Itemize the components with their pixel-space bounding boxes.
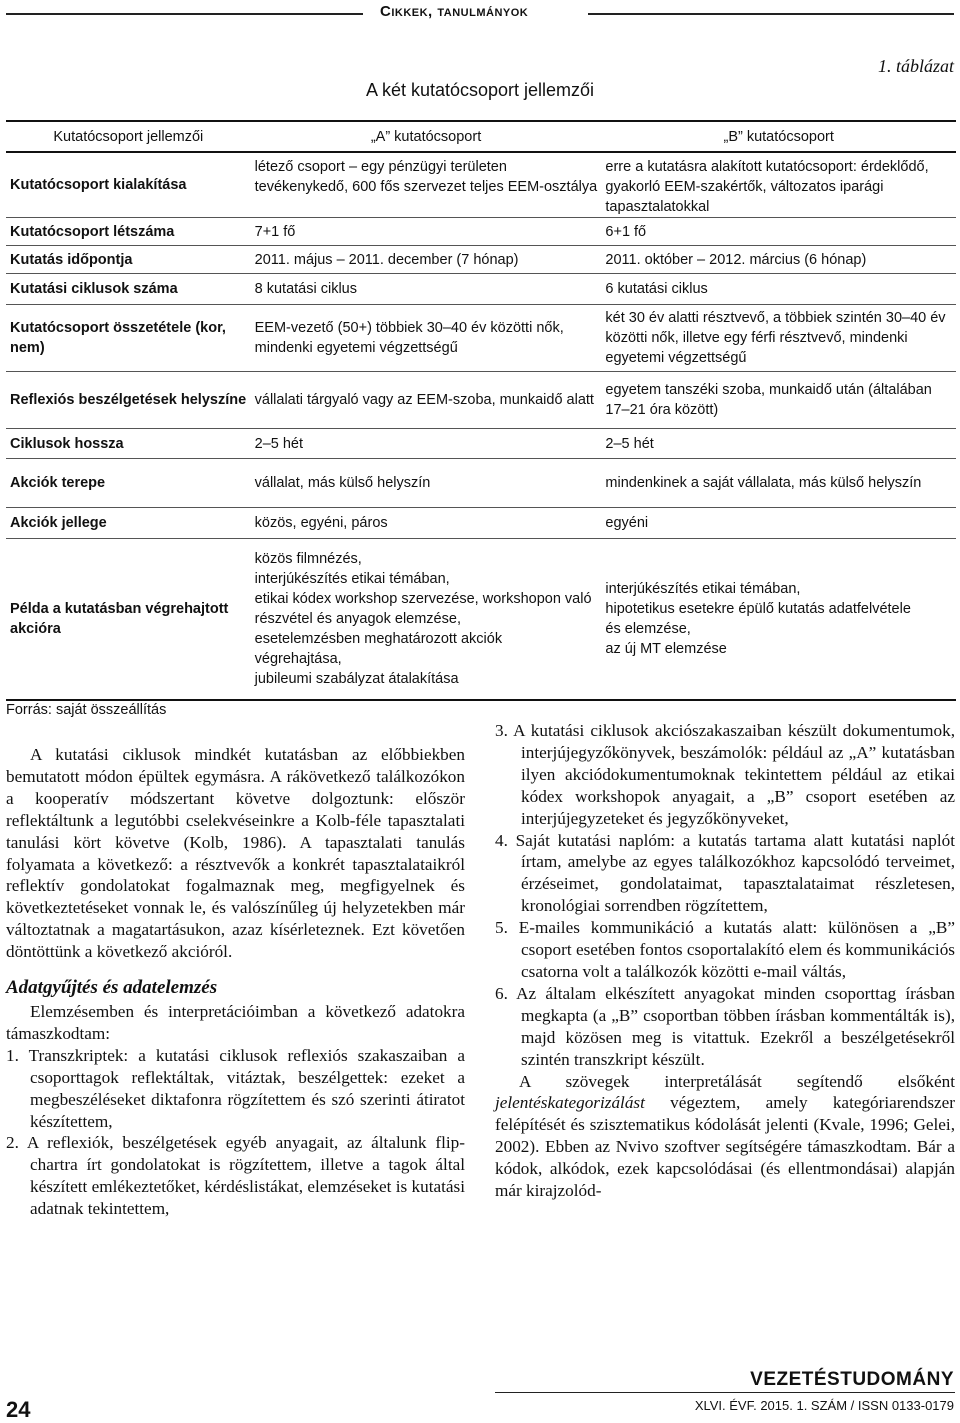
row-label: Ciklusok hossza <box>10 435 124 452</box>
subheading: Adatgyűjtés és adatelemzés <box>6 977 218 999</box>
list-item: 1. Transzkriptek: a kutatási ciklusok reflexiós szakaszaiban a csoporttagok reflektáltak, vitáztak, beszélgettek: ezeket a megbeszéléseket diktafonra rögzítettem és szó szerinti átiratot készítettem, <box>6 1045 465 1131</box>
list-item: 3. A kutatási ciklusok akciószakaszaiban készült dokumentumok, interjújegyzőkönyvek, beszámolók: például az „A” kutatásban ilyen akciódokumentumoknak tekintettem például az etikai kódex workshopok anyagait, a „B” csoport esetében az interjújegyzeteket és jegyzőkönyveket, <box>495 721 955 828</box>
journal-name: VEZETÉSTUDOMÁNY <box>750 1369 954 1390</box>
left-column <box>6 744 465 1220</box>
cell-a: közös filmnézés, interjúkészítés etikai témában, etikai kódex workshop szervezése, workshopon való részvétel és anyagok elemzése, esetelemzésben meghatározott akciók végrehajtása, jubileumi szabályzat átalakítása <box>251 539 602 701</box>
body-paragraph <box>495 1071 955 1202</box>
table-row <box>6 152 956 218</box>
cell-b: 6 kutatási ciklus <box>605 281 708 297</box>
cell-b: interjúkészítés etikai témában, hipotetikus esetekre épülő kutatás adatfelvétele és elemzése, az új MT elemzése <box>601 539 956 701</box>
table-row <box>6 372 956 429</box>
table-header-row <box>6 121 956 152</box>
header-rule-left <box>6 13 363 15</box>
cell-b: 2011. október – 2012. március (6 hónap) <box>605 251 867 268</box>
table-source: Forrás: saját összeállítás <box>6 702 167 718</box>
text-span: A szövegek interpretálását segítendő elsőként <box>519 1071 955 1091</box>
header-cell: „A” kutatócsoport <box>251 121 602 152</box>
cell-a: közös, egyéni, páros <box>254 515 388 531</box>
emphasized-term: jelentéskategorizálást <box>495 1093 645 1113</box>
list-item: 6. Az általam elkészített anyagokat minden csoporttag írásban megkapta (a „B” csoportban többen írásban kommentálták is), majd közösen meg is vitattuk. Ezekről a beszélgetésekről szintén transzkript készült. <box>495 983 955 1069</box>
table-number: 1. táblázat <box>877 56 954 76</box>
header-cell: Kutatócsoport jellemzői <box>6 121 251 152</box>
right-column <box>495 720 955 1202</box>
cell-a: 7+1 fő <box>254 223 296 240</box>
table-title: A két kutatócsoport jellemzői <box>365 80 595 100</box>
table-row <box>6 429 956 459</box>
cell-b: két 30 év alatti résztvevő, a többiek szintén 30–40 év közötti nők, illetve egy férfi résztvevő, mindenki egyetemi végzettségű <box>605 310 946 366</box>
cell-a: 8 kutatási ciklus <box>254 281 357 297</box>
table-row <box>6 305 956 372</box>
row-label: Kutatási ciklusok száma <box>10 281 178 297</box>
row-label: Kutatás időpontja <box>10 251 133 268</box>
cell-a: EEM-vezető (50+) többiek 30–40 év közötti nők, mindenki egyetemi végzettségű <box>254 320 564 356</box>
table-row <box>6 508 956 539</box>
issue-info: XLVI. ÉVF. 2015. 1. SZÁM / ISSN 0133-0179 <box>694 1398 954 1413</box>
text-span: végeztem, amely kategóriarendszer felépítését és szisztematikus kódolását jelenti (Kvale, 1996; Gelei, 2002). Ebben az Nvivo szoftver segítségére támaszkodtam. Bár a kódok, alkódok, ezek kapcsolódásai (és ellentmondásai) alapján már kirajzolód- <box>495 1093 955 1201</box>
cell-b: egyéni <box>605 515 649 531</box>
body-paragraph: Elemzésemben és interpretációimban a következő adatokra támaszkodtam: <box>6 1001 465 1043</box>
header-rule-right <box>588 13 954 15</box>
table-row <box>6 539 956 701</box>
cell-b: egyetem tanszéki szoba, munkaidő után (általában 17–21 óra között) <box>605 382 932 418</box>
section-title: Cikkek, tanulmányok <box>380 3 529 20</box>
row-label: Akciók terepe <box>10 475 106 491</box>
characteristics-table <box>6 120 956 701</box>
table-row <box>6 459 956 508</box>
row-label: Reflexiós beszélgetések helyszíne <box>10 392 247 408</box>
row-label: Akciók jellege <box>10 515 107 531</box>
cell-a: vállalati tárgyaló vagy az EEM-szoba, munkaidő alatt <box>254 392 594 408</box>
cell-b: 6+1 fő <box>605 223 647 240</box>
row-label: Kutatócsoport létszáma <box>10 223 175 240</box>
cell-b: erre a kutatásra alakított kutatócsoport: érdeklődő, gyakorló EEM-szakértők, változatos iparági tapasztalatokkal <box>605 159 929 215</box>
table-row <box>6 246 956 274</box>
row-label: Példa a kutatásban végrehajtott akcióra <box>6 539 251 701</box>
cell-b: mindenkinek a saját vállalata, más külső helyszín <box>605 475 922 491</box>
cell-b: 2–5 hét <box>605 435 654 452</box>
body-paragraph: A kutatási ciklusok mindkét kutatásban az előbbiekben bemutatott módon épültek egymásra. A rákövetkező találkozókon a kooperatív módszertant követve dolgoztunk: először reflektáltunk a legutóbbi cselekvéseinkre a Kolb-féle tapasztalati tanulási kört követve (Kolb, 1986). A tapasztalati tanulás folyamata a következő: a résztvevők a konkrét tapasztalataikról reflektív gondolatokat fogalmaznak meg, megfigyelnek és következtetéseket vonnak le, és valószínűleg új helyzetekben már változtatnak a magatartásukon, azaz kísérleteznek. Ezt követően döntöttünk a következő akcióról. <box>6 745 465 962</box>
header-cell: „B” kutatócsoport <box>601 121 956 152</box>
cell-a: létező csoport – egy pénzügyi területen tevékenykedő, 600 fős szervezet teljes EEM-osztálya <box>254 159 598 195</box>
list-item: 2. A reflexiók, beszélgetések egyéb anyagait, az általunk flip-chartra írt gondolatokat is rögzítettem, illetve a tagok által készített emlékeztetőket, kérdéslistákat, elemzéseket is kutatási adatnak tekintettem, <box>6 1133 465 1219</box>
footer-rule <box>495 1392 955 1393</box>
row-label: Kutatócsoport összetétele (kor, nem) <box>10 320 226 356</box>
list-item: 5. E-mailes kommunikáció a kutatás alatt: különösen a „B” csoport esetében fontos csoportalakító elem és kommunikációs csatorna volt a találkozók közötti e-mail váltás, <box>495 918 955 981</box>
list-item: 4. Saját kutatási naplóm: a kutatás tartama alatt kutatási naplót írtam, amelybe az egyes találkozókhoz kapcsolódó terveimet, érzéseimet, gondolataimat, tapasztalataimat részletesen, kronológiai sorrendben rögzítettem, <box>495 830 955 916</box>
row-label: Kutatócsoport kialakítása <box>10 177 187 193</box>
page-number: 24 <box>6 1397 31 1422</box>
cell-a: 2011. május – 2011. december (7 hónap) <box>254 251 519 268</box>
cell-a: vállalat, más külső helyszín <box>254 475 431 491</box>
table-row <box>6 274 956 305</box>
cell-a: 2–5 hét <box>254 435 304 452</box>
table-row <box>6 218 956 246</box>
